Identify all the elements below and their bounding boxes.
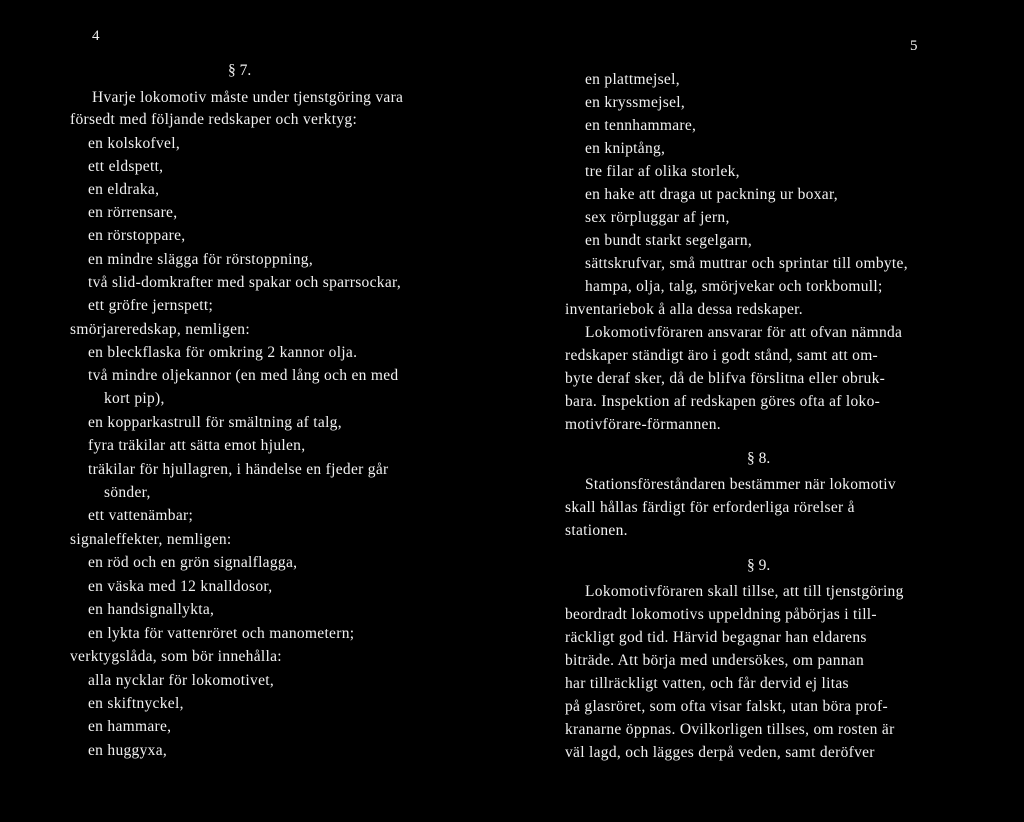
text-line: en lykta för vattenröret och manometern; — [88, 625, 355, 642]
text-line: två slid-domkrafter med spakar och sparrsockar, — [88, 274, 402, 291]
text-line: en bleckflaska för omkring 2 kannor olja. — [88, 344, 358, 361]
text-line: en kopparkastrull för smältning af talg, — [88, 414, 342, 431]
text-line: en tennhammare, — [585, 117, 697, 134]
text-line: två mindre oljekannor (en med lång och en med — [88, 367, 399, 384]
section-heading-9: § 9. — [747, 557, 771, 574]
text-line: sönder, — [104, 484, 151, 501]
left-page — [0, 0, 510, 822]
text-line: har tillräckligt vatten, och får dervid ej litas — [565, 675, 849, 692]
page-number-left: 4 — [92, 28, 100, 44]
section-heading-7: § 7. — [228, 62, 252, 79]
text-line: skall hållas färdigt för erforderliga rörelser å — [565, 499, 855, 516]
text-line: beordradt lokomotivs uppeldning påbörjas i till- — [565, 606, 877, 623]
text-line: biträde. Att börja med undersökes, om pannan — [565, 652, 865, 669]
text-line: en bundt starkt segelgarn, — [585, 232, 753, 249]
text-line: träkilar för hjullagren, i händelse en fjeder går — [88, 461, 389, 478]
text-line: räckligt god tid. Härvid begagnar han eldarens — [565, 629, 867, 646]
text-line: kranarne öppnas. Ovilkorligen tillses, om rosten är — [565, 721, 895, 738]
text-line: hampa, olja, talg, smörjvekar och torkbomull; — [585, 278, 883, 295]
text-line: en rörrensare, — [88, 204, 178, 221]
text-line: en hake att draga ut packning ur boxar, — [585, 186, 838, 203]
text-line: redskaper ständigt äro i godt stånd, samt att om- — [565, 347, 879, 364]
text-line: bara. Inspektion af redskapen göres ofta af loko- — [565, 393, 881, 410]
text-line: en plattmejsel, — [585, 71, 680, 88]
section-heading-8: § 8. — [747, 450, 771, 467]
text-line: ett vattenämbar; — [88, 507, 194, 524]
text-line: en kryssmejsel, — [585, 94, 686, 111]
text-line: väl lagd, och lägges derpå veden, samt deröfver — [565, 744, 875, 761]
text-line: kort pip), — [104, 390, 165, 407]
text-line: verktygslåda, som bör innehålla: — [70, 648, 282, 665]
text-line: signaleffekter, nemligen: — [70, 531, 232, 548]
text-line: en väska med 12 knalldosor, — [88, 578, 273, 595]
text-line: en kniptång, — [585, 140, 666, 157]
text-line: alla nycklar för lokomotivet, — [88, 672, 275, 689]
text-line: motivförare-förmannen. — [565, 416, 721, 433]
text-line: en huggyxa, — [88, 742, 168, 759]
text-line: sex rörpluggar af jern, — [585, 209, 730, 226]
text-line: Lokomotivföraren skall tillse, att till tjenstgöring — [585, 583, 904, 600]
text-line: inventariebok å alla dessa redskaper. — [565, 301, 803, 318]
text-line: en eldraka, — [88, 181, 160, 198]
text-line: smörjareredskap, nemligen: — [70, 321, 250, 338]
text-line: stationen. — [565, 522, 628, 539]
right-page — [510, 0, 1024, 822]
text-line: sättskrufvar, små muttrar och sprintar till ombyte, — [585, 255, 908, 272]
text-line: Hvarje lokomotiv måste under tjenstgöring vara — [92, 89, 404, 106]
text-line: en hammare, — [88, 718, 172, 735]
text-line: på glasröret, som ofta visar falskt, utan böra prof- — [565, 698, 888, 715]
text-line: en handsignallykta, — [88, 601, 215, 618]
text-line: Stationsföreståndaren bestämmer när lokomotiv — [585, 476, 896, 493]
text-line: tre filar af olika storlek, — [585, 163, 740, 180]
text-line: en mindre slägga för rörstoppning, — [88, 251, 313, 268]
text-line: försedt med följande redskaper och verktyg: — [70, 111, 358, 128]
text-line: fyra träkilar att sätta emot hjulen, — [88, 437, 306, 454]
text-line: byte deraf sker, då de blifva förslitna eller obruk- — [565, 370, 886, 387]
text-line: en röd och en grön signalflagga, — [88, 554, 298, 571]
text-line: Lokomotivföraren ansvarar för att ofvan nämnda — [585, 324, 903, 341]
text-line: en skiftnyckel, — [88, 695, 184, 712]
text-line: ett eldspett, — [88, 158, 164, 175]
text-line: en rörstoppare, — [88, 227, 186, 244]
text-line: ett gröfre jernspett; — [88, 297, 214, 314]
page-number-right: 5 — [910, 38, 918, 54]
text-line: en kolskofvel, — [88, 135, 181, 152]
